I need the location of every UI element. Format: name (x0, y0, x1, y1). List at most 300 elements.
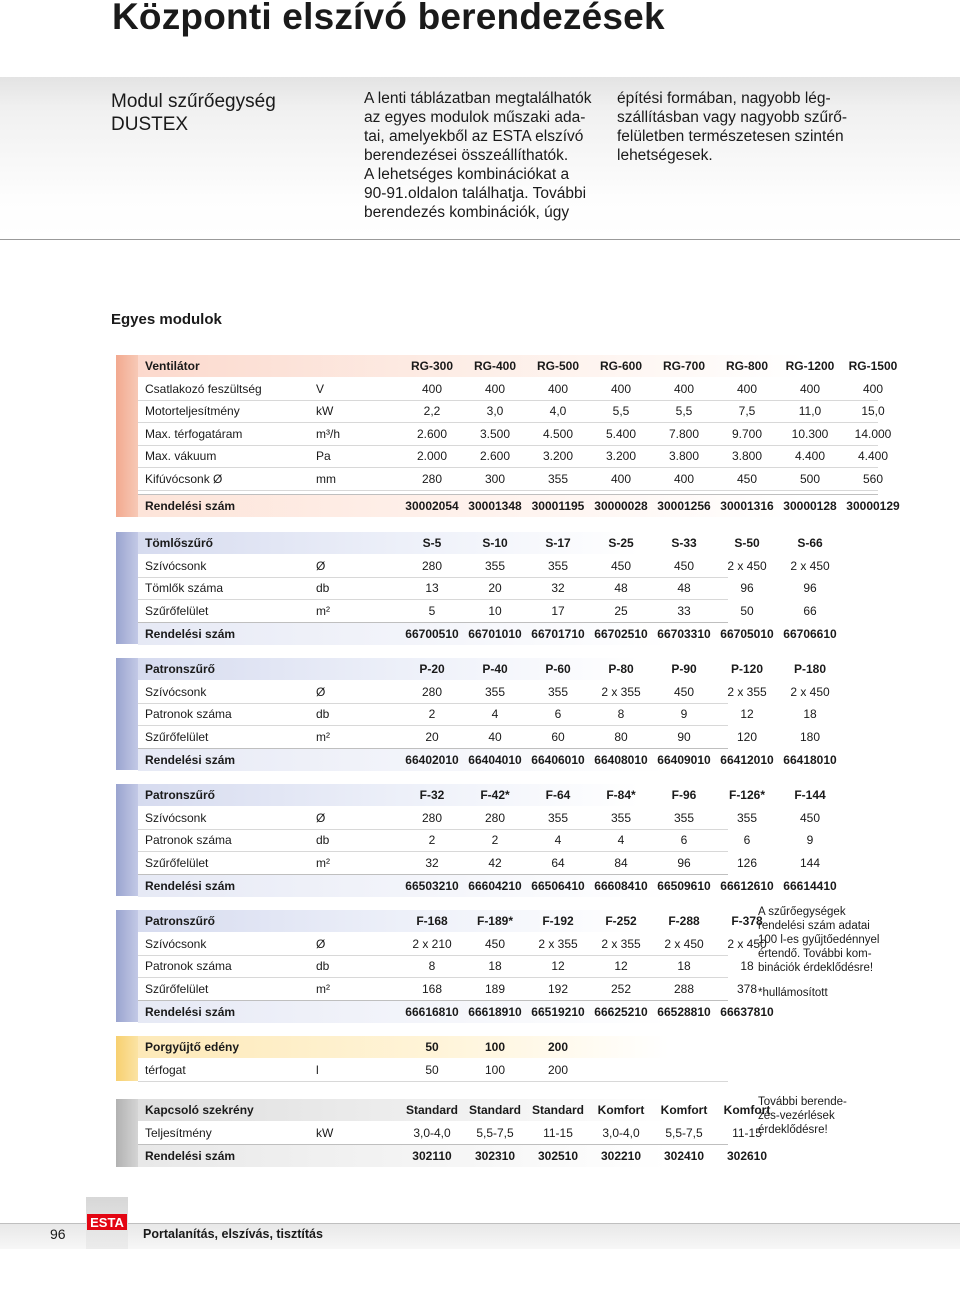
table-cell: 355 (547, 810, 569, 825)
table-cell: 66604210 (468, 879, 522, 893)
table-cell: 7.800 (668, 426, 700, 441)
footer-divider (0, 1223, 960, 1224)
table-cell: Standard (531, 1103, 584, 1117)
table-cell: 378 (736, 981, 758, 996)
table-cell: 2.600 (479, 449, 511, 463)
table-cell: 30001195 (531, 499, 585, 513)
table-cell: F-168 (416, 914, 448, 928)
table-cell: 20 (425, 729, 439, 744)
table-cell: 11,0 (798, 404, 822, 418)
row-unit: m² (316, 603, 330, 618)
table-cell: 560 (862, 471, 884, 486)
footer-section-title: Portalanítás, elszívás, tisztítás (143, 1227, 323, 1241)
table-cell: 3.800 (731, 449, 763, 463)
table-header-row (138, 658, 827, 680)
table-cell: S-66 (797, 536, 823, 550)
table-row (138, 445, 889, 468)
table-cell: Standard (405, 1103, 458, 1117)
table-cell: 144 (799, 855, 821, 870)
table-cell: RG-1200 (785, 359, 835, 373)
row-unit: m² (316, 729, 330, 744)
table-cell: 126 (736, 855, 758, 870)
table-row (138, 1059, 728, 1082)
row-unit: db (316, 707, 330, 721)
table-cell: 4 (617, 833, 625, 847)
table-cell: 355 (547, 558, 569, 573)
intro-line: tai, amelyekből az ESTA elszívó (364, 128, 584, 145)
table-cell: 189 (484, 981, 506, 996)
table-cell: 280 (421, 558, 443, 573)
note-line: rendelési szám adatai (758, 920, 870, 932)
table-cell: 4.500 (542, 426, 574, 441)
table-cell: 12 (740, 707, 754, 721)
table-cell: 66612610 (720, 879, 774, 893)
table-cell: 30000028 (594, 499, 648, 513)
row-unit: kW (316, 1125, 334, 1140)
table-cell: 66506410 (531, 879, 585, 893)
filter-order-note (758, 905, 879, 975)
patronszuro-p-table (116, 658, 878, 770)
table-cell: 2 x 210 (412, 936, 452, 951)
table-cell: 90 (677, 729, 691, 744)
table-cell: 48 (677, 581, 691, 595)
note-line: zés-vezérlések (758, 1110, 835, 1122)
order-number-row (138, 748, 837, 771)
table-cell: 302210 (600, 1149, 642, 1163)
table-cell: 5,5 (612, 404, 630, 418)
table-cell: Komfort (660, 1103, 708, 1117)
table-cell: 5,5-7,5 (476, 1125, 514, 1140)
table-row (138, 555, 830, 578)
table-cell: 12 (614, 959, 628, 973)
table-cell: 18 (740, 959, 754, 973)
table-cell: 2 x 450 (727, 936, 767, 951)
row-label: Rendelési szám (145, 499, 236, 513)
table-cell: 9 (680, 707, 688, 721)
intro-line: lehetségesek. (617, 147, 713, 164)
table-cell: 2 x 450 (664, 936, 704, 951)
page-title: Központi elszívó berendezések (112, 0, 665, 37)
table-cell: 66616810 (405, 1005, 459, 1019)
row-unit: mm (316, 471, 336, 486)
table-cell: F-64 (545, 788, 571, 802)
table-cell: 66614410 (783, 879, 837, 893)
table-cell: RG-800 (725, 359, 769, 373)
table-cell: 9.700 (731, 426, 763, 441)
section-title-line: DUSTEX (111, 114, 189, 135)
table-cell: RG-300 (410, 359, 454, 373)
table-cell: 5 (428, 603, 436, 618)
table-cell: 2 (491, 833, 499, 847)
table-cell: F-378 (731, 914, 763, 928)
table-cell: 5,5-7,5 (665, 1125, 703, 1140)
table-row (138, 400, 885, 423)
table-cell: 66703310 (657, 627, 711, 641)
table-cell: 50 (425, 1040, 439, 1054)
table-cell: 30001316 (720, 499, 774, 513)
table-cell: 400 (421, 381, 443, 396)
row-label: Szűrőfelület (145, 855, 209, 870)
table-cell: 4.400 (794, 449, 826, 463)
row-label: Patronok száma (145, 707, 232, 721)
row-unit: Ø (316, 558, 326, 573)
table-cell: 400 (484, 381, 506, 396)
row-label: Szívócsonk (145, 684, 207, 699)
table-cell: 66701710 (531, 627, 585, 641)
subheading: Egyes modulok (111, 311, 222, 328)
intro-line: A lehetséges kombinációkat a (364, 166, 570, 183)
table-header-row (138, 532, 823, 554)
table-cell: 3.500 (479, 426, 511, 441)
table-cell: P-180 (793, 662, 827, 676)
table-cell: F-189* (476, 914, 514, 928)
row-label: Szűrőfelület (145, 729, 209, 744)
note-line: 100 l-es gyűjtőedénnyel (758, 934, 880, 946)
table-cell: 66625210 (594, 1005, 648, 1019)
table-cell: 2 (428, 833, 436, 847)
table-cell: 66402010 (405, 753, 459, 767)
row-label: Teljesítmény (145, 1125, 212, 1140)
note-line: A szűrőegységek (758, 906, 846, 918)
table-cell: 288 (673, 981, 695, 996)
table-cell: 8 (428, 959, 436, 973)
row-label: térfogat (145, 1062, 186, 1077)
table-cell: 60 (551, 729, 565, 744)
table-cell: Komfort (597, 1103, 645, 1117)
table-row (138, 933, 767, 956)
row-unit: db (316, 833, 330, 847)
table-cell: 66509610 (657, 879, 711, 893)
table-cell: 355 (736, 810, 758, 825)
intro-line: A lenti táblázatban megtalálhatók (364, 90, 592, 107)
table-cell: RG-1500 (848, 359, 898, 373)
intro-line: az egyes modulok műszaki ada- (364, 109, 586, 126)
table-row (138, 577, 817, 600)
table-cell: 4,0 (549, 404, 567, 418)
row-label: Ventilátor (145, 359, 200, 373)
row-unit: Pa (316, 449, 331, 463)
patronszuro-f1-table (116, 784, 878, 896)
row-label: Porgyűjtő edény (145, 1040, 240, 1054)
kapcsolo-accent-bar (116, 1099, 138, 1167)
table-cell: 66701010 (468, 627, 522, 641)
table-row (138, 468, 884, 491)
note-line: binációk érdeklődésre! (758, 962, 874, 974)
note-line: További berende- (758, 1096, 847, 1108)
intro-line: felületben természetesen szintén (617, 128, 844, 145)
table-cell: 4.400 (857, 449, 889, 463)
table-cell: 66404010 (468, 753, 522, 767)
intro-text-right (617, 89, 867, 165)
table-cell: 30001256 (657, 499, 711, 513)
row-label: Rendelési szám (145, 753, 236, 767)
row-label: Patronszűrő (145, 914, 216, 928)
table-cell: 3.200 (542, 449, 574, 463)
row-label: Szűrőfelület (145, 981, 209, 996)
intro-line: berendezés kombinációk, úgy (364, 204, 570, 221)
table-cell: 302110 (412, 1149, 452, 1163)
section-title (111, 90, 331, 136)
table-row (138, 829, 814, 852)
row-unit: db (316, 959, 330, 973)
table-cell: 18 (677, 959, 691, 973)
row-unit: db (316, 581, 330, 595)
table-cell: 252 (610, 981, 632, 996)
table-cell: F-252 (605, 914, 637, 928)
table-cell: 355 (484, 558, 506, 573)
table-row (138, 600, 817, 623)
section-title-line: Modul szűrőegység (111, 91, 276, 112)
table-cell: RG-700 (662, 359, 706, 373)
table-cell: 30002054 (405, 499, 459, 513)
table-cell: 33 (677, 603, 691, 618)
table-cell: 355 (673, 810, 695, 825)
table-cell: 3,0-4,0 (413, 1125, 451, 1140)
table-cell: 66637810 (720, 1005, 774, 1019)
table-cell: 66 (803, 603, 817, 618)
intro-line: szállításban vagy nagyobb szűrő- (617, 109, 848, 126)
table-cell: 30000128 (783, 499, 837, 513)
table-cell: 66702510 (594, 627, 648, 641)
table-cell: S-17 (545, 536, 571, 550)
row-unit: V (316, 381, 325, 396)
table-cell: 25 (614, 603, 628, 618)
table-cell: F-192 (542, 914, 574, 928)
table-cell: 200 (547, 1062, 569, 1077)
table-cell: 30001348 (468, 499, 522, 513)
table-cell: 66408010 (594, 753, 648, 767)
table-cell: 6 (554, 707, 562, 721)
table-cell: 302510 (537, 1149, 579, 1163)
table-cell: 6 (680, 833, 688, 847)
table-cell: 64 (551, 855, 565, 870)
table-cell: 10 (488, 603, 502, 618)
table-cell: 168 (421, 981, 443, 996)
switch-note (758, 1095, 847, 1137)
table-cell: 66406010 (531, 753, 585, 767)
tomloszuro-table (116, 532, 878, 644)
row-unit: l (316, 1062, 319, 1077)
table-cell: 355 (547, 471, 569, 486)
table-cell: 14.000 (854, 426, 892, 441)
table-cell: F-96 (671, 788, 697, 802)
filter-accent-bar (116, 910, 138, 1022)
table-cell: 17 (551, 603, 565, 618)
row-label: Rendelési szám (145, 627, 236, 641)
table-cell: 400 (673, 471, 695, 486)
table-cell: 200 (547, 1040, 569, 1054)
table-cell: 66409010 (657, 753, 711, 767)
table-cell: 84 (614, 855, 628, 870)
table-cell: 2 x 355 (601, 684, 641, 699)
table-row (138, 703, 817, 726)
table-cell: 3,0 (486, 404, 504, 418)
table-cell: 300 (484, 471, 506, 486)
row-unit: Ø (316, 810, 326, 825)
table-cell: 50 (425, 1062, 439, 1077)
table-cell: 4 (554, 833, 562, 847)
row-label: Szívócsonk (145, 810, 207, 825)
porgyujto-table (116, 1036, 878, 1081)
table-cell: 9 (806, 833, 814, 847)
row-label: Kapcsoló szekrény (145, 1103, 254, 1117)
row-unit: kW (316, 404, 334, 418)
table-cell: 18 (803, 707, 817, 721)
table-cell: F-32 (419, 788, 445, 802)
table-cell: RG-400 (473, 359, 517, 373)
table-header-row (138, 1099, 771, 1121)
table-cell: 2 x 450 (790, 684, 830, 699)
table-cell: F-288 (668, 914, 700, 928)
table-cell: 2 x 450 (727, 558, 767, 573)
table-cell: 11-15 (732, 1125, 762, 1140)
table-cell: 2 x 355 (538, 936, 578, 951)
table-cell: 96 (803, 581, 817, 595)
table-cell: P-40 (482, 662, 508, 676)
filter-accent-bar (116, 784, 138, 896)
table-header-row (138, 1036, 728, 1058)
table-row (138, 978, 758, 1001)
table-cell: S-50 (734, 536, 760, 550)
table-cell: 7,5 (738, 404, 756, 418)
row-label: Patronok száma (145, 959, 232, 973)
note-line: érdeklődésre! (758, 1124, 828, 1136)
table-cell: P-80 (608, 662, 634, 676)
table-cell: P-120 (730, 662, 764, 676)
row-label: Motorteljesítmény (145, 404, 240, 418)
table-cell: 20 (488, 581, 502, 595)
table-cell: 400 (673, 381, 695, 396)
row-label: Csatlakozó feszültség (145, 381, 262, 396)
table-cell: F-42* (480, 788, 510, 802)
porgyujto-accent-bar (116, 1036, 138, 1081)
table-cell: 450 (673, 558, 695, 573)
table-row (138, 681, 830, 704)
table-cell: 66618910 (468, 1005, 522, 1019)
row-label: Szívócsonk (145, 558, 207, 573)
table-cell: 280 (421, 471, 443, 486)
table-cell: 2.000 (416, 449, 448, 463)
table-cell: 2 x 450 (790, 558, 830, 573)
table-cell: S-33 (671, 536, 697, 550)
table-cell: 400 (547, 381, 569, 396)
table-cell: 80 (614, 729, 628, 744)
table-cell: 280 (421, 810, 443, 825)
table-cell: 5.400 (605, 426, 637, 441)
table-cell: 100 (484, 1062, 506, 1077)
row-unit: Ø (316, 936, 326, 951)
table-cell: 302410 (663, 1149, 705, 1163)
row-label: Rendelési szám (145, 879, 236, 893)
table-cell: 355 (610, 810, 632, 825)
table-cell: 11-15 (543, 1125, 573, 1140)
table-cell: 500 (799, 471, 821, 486)
table-cell: 192 (547, 981, 569, 996)
table-cell: 30000129 (846, 499, 900, 513)
table-cell: 10.300 (791, 426, 829, 441)
intro-line: berendezései összeállíthatók. (364, 147, 569, 164)
table-cell: 450 (610, 558, 632, 573)
order-number-row (138, 622, 837, 645)
row-label: Szívócsonk (145, 936, 207, 951)
intro-line: 90-91.oldalon találhatja. További (364, 185, 587, 202)
table-row (138, 807, 821, 830)
table-cell: 42 (488, 855, 502, 870)
table-cell: 66519210 (531, 1005, 585, 1019)
table-cell: 66412010 (720, 753, 774, 767)
table-cell: 302310 (474, 1149, 516, 1163)
table-cell: 100 (484, 1040, 506, 1054)
table-row (138, 1122, 762, 1145)
table-cell: 15,0 (861, 404, 885, 418)
table-row (138, 955, 754, 978)
table-row (138, 378, 884, 401)
table-cell: 2 (428, 707, 436, 721)
table-cell: 66705010 (720, 627, 774, 641)
row-unit: m² (316, 981, 330, 996)
table-cell: 5,5 (675, 404, 693, 418)
table-cell: Komfort (723, 1103, 771, 1117)
table-header-row (138, 355, 898, 377)
table-cell: 66706610 (783, 627, 837, 641)
table-cell: F-126* (728, 788, 766, 802)
row-label: Tömlők száma (145, 581, 224, 595)
table-cell: 3.200 (605, 449, 637, 463)
table-cell: 6 (743, 833, 751, 847)
table-cell: 96 (677, 855, 691, 870)
table-cell: 3.800 (668, 449, 700, 463)
table-cell: 355 (484, 684, 506, 699)
table-cell: S-25 (608, 536, 634, 550)
table-cell: 32 (551, 581, 565, 595)
row-label: Max. térfogatáram (145, 426, 243, 441)
row-label: Tömlőszűrő (145, 536, 213, 550)
table-cell: 400 (799, 381, 821, 396)
table-cell: 66418010 (783, 753, 837, 767)
table-cell: 48 (614, 581, 628, 595)
table-cell: 66503210 (405, 879, 459, 893)
table-row (138, 726, 821, 749)
table-cell: 66528810 (657, 1005, 711, 1019)
table-cell: 400 (610, 381, 632, 396)
row-label: Patronok száma (145, 833, 232, 847)
row-label: Kifúvócsonk Ø (145, 471, 223, 486)
table-cell: 355 (547, 684, 569, 699)
table-cell: RG-600 (599, 359, 643, 373)
table-cell: RG-500 (536, 359, 580, 373)
filter-accent-bar (116, 658, 138, 770)
page-number: 96 (50, 1226, 66, 1242)
table-cell: 50 (740, 603, 754, 618)
table-cell: 2 x 355 (727, 684, 767, 699)
table-cell: 120 (736, 729, 758, 744)
table-cell: 4 (491, 707, 499, 721)
table-cell: F-84* (606, 788, 636, 802)
table-header-row (138, 910, 763, 932)
row-unit: m² (316, 855, 330, 870)
intro-text-left (364, 89, 604, 222)
table-cell: 400 (610, 471, 632, 486)
row-unit: Ø (316, 684, 326, 699)
filter-accent-bar (116, 532, 138, 644)
table-cell: F-144 (794, 788, 826, 802)
row-label: Rendelési szám (145, 1005, 236, 1019)
table-cell: 13 (425, 581, 439, 595)
note-line: értendő. További kom- (758, 948, 872, 960)
table-header-row (138, 784, 826, 806)
table-cell: 180 (799, 729, 821, 744)
esta-logo (86, 1212, 128, 1232)
